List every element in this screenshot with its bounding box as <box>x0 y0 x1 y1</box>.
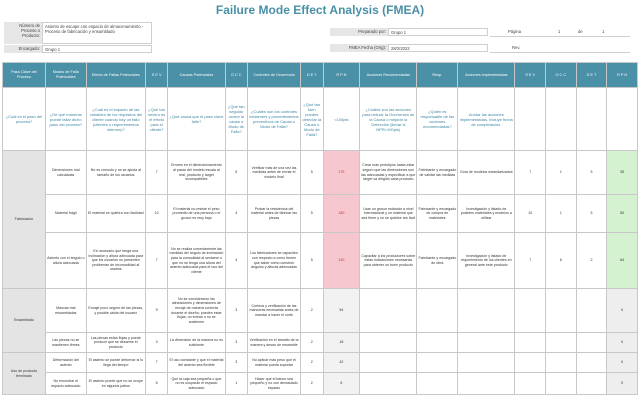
cause-cell[interactable]: No se realiza correctamente las medidas del ángulo de inclinación para la comodidad al sentarse o que no se tenga una altura del asiento adecuada para el uso del cliente <box>168 233 225 289</box>
question-cell: ¿Quién es responsable de las acciones recomendadas? <box>417 88 458 151</box>
question-cell: ¿Qué tan severo es el efecto para el cliente? <box>145 88 167 151</box>
failure-mode-cell[interactable]: Dimensiones mal calculadas <box>45 151 86 195</box>
det-cell[interactable]: 2 <box>301 289 323 333</box>
resp-cell[interactable] <box>417 289 458 333</box>
action-cell[interactable] <box>360 333 417 353</box>
det2-cell[interactable]: 5 <box>576 195 607 233</box>
sev-cell[interactable]: 7 <box>145 151 167 195</box>
det-cell[interactable]: 2 <box>301 353 323 373</box>
question-cell <box>576 88 607 151</box>
implemented-cell[interactable] <box>458 289 515 333</box>
col-header: S E V <box>515 63 546 88</box>
sev2-cell[interactable] <box>515 289 546 333</box>
implemented-cell[interactable]: Investigación y listado de posibles materiales y modelos a utilizar <box>458 195 515 233</box>
action-cell[interactable] <box>360 353 417 373</box>
sev2-cell[interactable] <box>515 353 546 373</box>
question-cell: <100pts <box>323 88 360 151</box>
process-number-label: Número de Proceso o Producto: <box>4 22 42 44</box>
question-cell: Anotar las acciones implementadas. Incluye fecha de completación. <box>458 88 515 151</box>
question-cell <box>546 88 577 151</box>
rpn2-cell[interactable]: 0 <box>607 353 638 373</box>
sev2-cell[interactable]: 7 <box>515 151 546 195</box>
failure-mode-cell[interactable]: Deformación del asiento <box>45 353 86 373</box>
implemented-cell[interactable] <box>458 333 515 353</box>
occ2-cell[interactable] <box>546 353 577 373</box>
sev-cell[interactable]: 6 <box>145 373 167 395</box>
table-row <box>3 195 638 233</box>
rpn2-cell[interactable]: 0 <box>607 373 638 395</box>
failure-mode-cell[interactable]: No encontrar el espacio adecuado <box>45 373 86 395</box>
rpn2-cell[interactable]: 84 <box>607 233 638 289</box>
table-row <box>3 333 638 353</box>
sev2-cell[interactable] <box>515 333 546 353</box>
occ-cell[interactable]: 1 <box>225 373 247 395</box>
sev-cell[interactable]: 9 <box>145 289 167 333</box>
col-header: Acciones Recomendadas <box>360 63 417 88</box>
det2-cell[interactable] <box>576 289 607 333</box>
resp-cell[interactable]: Fabricante y encargado de validar las medidas <box>417 151 458 195</box>
rpn2-cell[interactable]: 0 <box>607 289 638 333</box>
sev-cell[interactable]: 3 <box>145 333 167 353</box>
fmea-body <box>3 151 638 395</box>
occ2-cell[interactable] <box>546 373 577 395</box>
question-cell: ¿De qué maneras puede fallar dicho paso del proceso? <box>45 88 86 151</box>
fmea-table <box>2 62 638 395</box>
occ-cell[interactable]: 5 <box>225 151 247 195</box>
resp-cell[interactable] <box>417 333 458 353</box>
table-row <box>3 151 638 195</box>
page-number: 1 <box>558 29 561 34</box>
occ-cell[interactable]: 4 <box>225 233 247 289</box>
failure-mode-cell[interactable]: Asiento con el ángulo o altura adecuada <box>45 233 86 289</box>
col-header: Modos de Falla Potenciales <box>45 63 86 88</box>
col-header: Resp. <box>417 63 458 88</box>
occ2-cell[interactable]: 1 <box>546 151 577 195</box>
occ2-cell[interactable] <box>546 333 577 353</box>
col-header: D E T <box>301 63 323 88</box>
occ2-cell[interactable]: 1 <box>546 195 577 233</box>
rpn-cell[interactable]: 180 <box>323 195 360 233</box>
col-header: D E T <box>576 63 607 88</box>
col-header: S E V <box>145 63 167 88</box>
sev2-cell[interactable]: 10 <box>515 195 546 233</box>
cause-cell[interactable]: Que la caja sea pequeña o que no es ocuparán el espacio adecuado <box>168 373 225 395</box>
question-cell: ¿Qué tan seguido ocurre la causa o Modo de Falla? <box>225 88 247 151</box>
occ2-cell[interactable] <box>546 289 577 333</box>
rev-underline <box>490 52 630 53</box>
action-cell[interactable] <box>360 373 417 395</box>
sev2-cell[interactable] <box>515 373 546 395</box>
question-cell: ¿Cuáles son las acciones para reducir la Ocurrencia de la Causa o mejorar la Detección (llenar si NPR>100pts) <box>360 88 417 151</box>
occ-cell[interactable]: 3 <box>225 353 247 373</box>
rpn-cell[interactable]: 42 <box>323 353 360 373</box>
sev-cell[interactable]: 7 <box>145 233 167 289</box>
occ-cell[interactable]: 3 <box>225 333 247 353</box>
sev-cell[interactable]: 10 <box>145 195 167 233</box>
implemented-cell[interactable] <box>458 373 515 395</box>
col-header: R P N <box>607 63 638 88</box>
resp-cell[interactable]: Fabricante y encargado de compra de materiales <box>417 195 458 233</box>
action-cell[interactable]: Crear más prototipos hasta estar seguro que las dimensiones son las adecuadas y especificar a que target va dirigido cada producto <box>360 151 417 195</box>
det2-cell[interactable]: 2 <box>576 233 607 289</box>
page-label: Página <box>508 29 522 34</box>
effect-cell[interactable]: El asiento puede que no se ocupe en algunos patios <box>86 373 145 395</box>
question-cell: ¿Cuál es el paso del proceso? <box>3 88 46 151</box>
rpn-cell[interactable]: 54 <box>323 289 360 333</box>
col-header: Paso Clave del Proceso <box>3 63 46 88</box>
resp-cell[interactable] <box>417 373 458 395</box>
implemented-cell[interactable]: Investigación y listado de requerimiento de los clientes en general ante este producto <box>458 233 515 289</box>
page-total: 1 <box>602 29 605 34</box>
control-cell[interactable]: Probar la resistencia del material antes de fabricar las piezas <box>247 195 300 233</box>
rpn-cell[interactable]: 175 <box>323 151 360 195</box>
control-cell[interactable]: Verificar más de una vez las medidas antes de enviar el modelo final <box>247 151 300 195</box>
sev2-cell[interactable]: 7 <box>515 233 546 289</box>
action-cell[interactable]: Capacitar a los productores sobre estas indicaciones necesarias para obtener un buen producto <box>360 233 417 289</box>
rpn2-cell[interactable]: 35 <box>607 151 638 195</box>
question-cell <box>607 88 638 151</box>
effect-cell[interactable]: Las piezas están flojas y puede producir que se desarme el producto <box>86 333 145 353</box>
control-cell[interactable]: Los fabricadores se capaciten con respecto a como tienen que saber cómo construir ángulos y alturas adecuadas <box>247 233 300 289</box>
question-row <box>3 88 638 151</box>
effect-cell[interactable]: Encaje poco seguro de las piezas, y posible caída del usuario <box>86 289 145 333</box>
action-cell[interactable] <box>360 289 417 333</box>
effect-cell[interactable]: El material se quiebra con facilidad <box>86 195 145 233</box>
action-cell[interactable]: Usar un grosor estándar a nivel internacional y un material que sea firme y no se quiebre tan fácil <box>360 195 417 233</box>
control-cell[interactable]: Hacer que el banco sea pequeño y no con demasiado espacio <box>247 373 300 395</box>
cause-cell[interactable]: El material no resiste el peso promedio de una persona o el grosor es muy bajo <box>168 195 225 233</box>
implemented-cell[interactable]: Guía de modelos estandarizados <box>458 151 515 195</box>
question-cell: ¿Qué causa que el paso clave falle? <box>168 88 225 151</box>
date-label: FMEA Fecha (Orig): <box>330 44 388 52</box>
process-number-field[interactable]: Asiento de escape con espacio de almacenamiento - Proceso de fabricación y ensamblado <box>42 22 152 44</box>
owner-label: Encargado: <box>4 45 42 53</box>
rpn-cell[interactable]: 140 <box>323 233 360 289</box>
prepared-label: Preparado por: <box>330 28 388 36</box>
column-header-row <box>3 63 638 88</box>
occ2-cell[interactable]: 6 <box>546 233 577 289</box>
table-row <box>3 353 638 373</box>
det-cell[interactable]: 5 <box>301 233 323 289</box>
owner-field[interactable]: Grupo 1 <box>42 45 152 53</box>
det2-cell[interactable] <box>576 353 607 373</box>
cause-cell[interactable]: No se consideraron las alineaciones y dimensiones de encaje de manera correcta durante el diseño; pueden estar flojas, no entran o no se sostienen <box>168 289 225 333</box>
occ-cell[interactable]: 3 <box>225 289 247 333</box>
rpn2-cell[interactable]: 50 <box>607 195 638 233</box>
control-cell[interactable]: No aplicar más peso que el material pueda soportar <box>247 353 300 373</box>
det-cell[interactable]: 2 <box>301 333 323 353</box>
effect-cell[interactable]: El asiento se puede deformar si lo llega del tiempo <box>86 353 145 373</box>
question-cell <box>515 88 546 151</box>
failure-mode-cell[interactable]: Las piezas no se mantienen firmes <box>45 333 86 353</box>
effect-cell[interactable]: Es necesario que tenga una inclinación y altura adecuada para que los usuarios no presenten problemas de incomodidad al usarlos <box>86 233 145 289</box>
det2-cell[interactable] <box>576 333 607 353</box>
effect-cell[interactable]: No es cómodo y no se ajusta al tamaño de los usuarios <box>86 151 145 195</box>
cause-cell[interactable]: El uso constante y que el material del asiento sea flexible <box>168 353 225 373</box>
question-cell: ¿Cuál es el impacto de las variables de los requisitos del cliente cuando hay un fallo (clientes o requerimientos internos)? <box>86 88 145 151</box>
det-cell[interactable]: 5 <box>301 151 323 195</box>
occ-cell[interactable]: 4 <box>225 195 247 233</box>
cause-cell[interactable]: La dimensión de la manera no es suficiente <box>168 333 225 353</box>
date-field[interactable]: 28/2/2022 <box>388 44 488 52</box>
resp-cell[interactable]: Fabricante y encargado de obra <box>417 233 458 289</box>
resp-cell[interactable] <box>417 353 458 373</box>
failure-mode-cell[interactable]: Material frágil <box>45 195 86 233</box>
implemented-cell[interactable] <box>458 353 515 373</box>
question-cell: ¿Cuáles son los controles existentes y procedimientos preventivos de Causa o Modo de Falla? <box>247 88 300 151</box>
rev-label: Rev. <box>512 45 521 50</box>
cause-cell[interactable]: Errores en el dimensionamiento al pasar del modelo escala al real, producto y target incompatibles <box>168 151 225 195</box>
page-title: Failure Mode Effect Analysis (FMEA) <box>215 3 425 17</box>
det2-cell[interactable]: 5 <box>576 151 607 195</box>
col-header: Causas Potenciales <box>168 63 225 88</box>
det-cell[interactable]: 2 <box>301 373 323 395</box>
process-step-cell: Ensamblado <box>3 289 46 353</box>
table-row <box>3 373 638 395</box>
process-step-cell: Fabricación <box>3 151 46 289</box>
sev-cell[interactable]: 7 <box>145 353 167 373</box>
prepared-field[interactable]: Grupo 1 <box>388 28 488 36</box>
col-header: Acciones Implementadas <box>458 63 515 88</box>
control-cell[interactable]: Corteos y verificación de las manceras necesarias antes de mandar a hacer el corte <box>247 289 300 333</box>
rpn2-cell[interactable]: 0 <box>607 333 638 353</box>
col-header: R P N <box>323 63 360 88</box>
col-header: Efecto de Fallas Potenciales <box>86 63 145 88</box>
col-header: Controles de Ocurrencia <box>247 63 300 88</box>
col-header: O C C <box>546 63 577 88</box>
of-label: de <box>578 29 583 34</box>
rpn-cell[interactable]: 18 <box>323 333 360 353</box>
process-step-cell: Uso de producto terminado <box>3 353 46 395</box>
table-row <box>3 289 638 333</box>
page-underline <box>490 36 630 37</box>
table-row <box>3 233 638 289</box>
rpn-cell[interactable]: 6 <box>323 373 360 395</box>
question-cell: ¿Qué tan bien puedes detectar la Causa o Modo de Falla? <box>301 88 323 151</box>
failure-mode-cell[interactable]: Mancas mal ensambladas <box>45 289 86 333</box>
col-header: O C C <box>225 63 247 88</box>
det2-cell[interactable] <box>576 373 607 395</box>
det-cell[interactable]: 5 <box>301 195 323 233</box>
control-cell[interactable]: Verificación en el tamaño de la manera y desao de ensamble <box>247 333 300 353</box>
